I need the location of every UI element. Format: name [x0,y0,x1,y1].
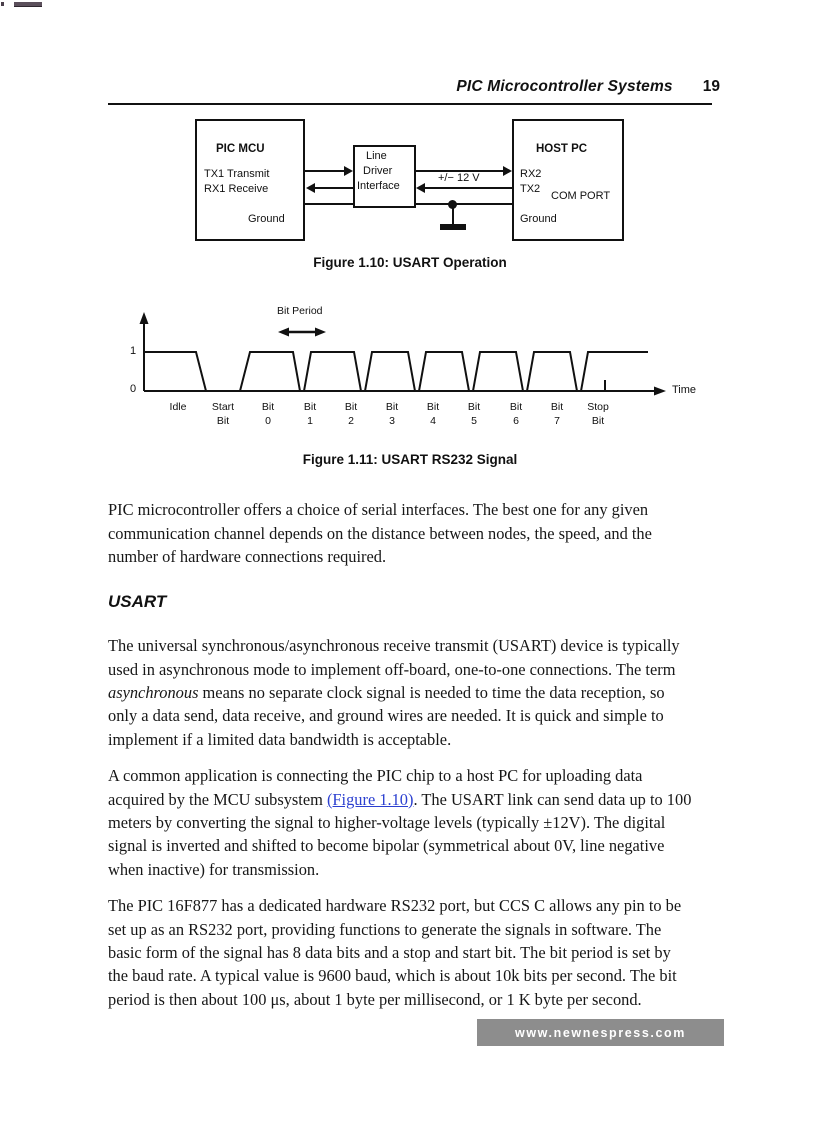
wire-driver-to-pic-rx [315,187,353,189]
pic-mcu-rx1-label: RX1 Receive [204,183,269,195]
bit-label-stop [572,400,624,428]
footer-url[interactable]: www.newnespress.com [515,1025,686,1040]
bit-label-4-bottom: 4 [430,415,436,427]
wire-driver-host-ground [416,203,512,205]
ground-symbol-icon [440,224,466,230]
scan-artifact-dot [1,2,4,6]
host-pc-comport-label: COM PORT [551,190,611,202]
arrow-right-host-in [503,166,512,176]
common-app-text-b: . The USART link can send data up to 100 meters by converting the signal to higher-voltage levels (typically ±12V). The digital signal is inverted and shifted to become bipolar (symmetrical about 0V, line negative when inactive) for transmission. [108,789,692,879]
wire-pic-driver-ground [305,203,353,205]
figure-1-10-caption: Figure 1.10: USART Operation [313,255,507,270]
host-pc-title: HOST PC [536,143,588,155]
bit-label-0-bottom: 0 [265,415,271,427]
bit-label-3-top: Bit [385,401,399,413]
bit-label-3-bottom: 3 [389,415,395,427]
bit-label-idle-top: Idle [169,401,187,413]
x-axis-time-label: Time [672,384,697,396]
waveform-bit-labels [108,400,712,434]
bit-label-1-bottom: 1 [307,415,313,427]
running-head [108,78,720,100]
usart-def-text-b: means no separate clock signal is needed to time the data reception, so only a data send, data receive, and ground wires are needed. It is quick and simple to implement if a limited data bandwidth is acceptable. [108,682,665,749]
bit-label-7-top: Bit [550,401,564,413]
paragraph-pic-16f877-rs232: The PIC 16F877 has a dedicated hardware RS232 port, but CCS C allows any pin to be set up as an RS232 port, providing functions to generate the signals in software. The basic form of the signal has 8 data bits and a stop and start bit. The bit period is set by the baud rate. A typical value is 9600 baud, which is about 10k bits per second. The bit period is then about 100 μs, about 1 byte per millisecond, or 1 K byte per second. [108,896,682,1009]
bit-label-0-top: Bit [261,401,275,413]
paragraph-usart-definition [108,634,693,750]
bit-label-2-bottom: 2 [348,415,354,427]
bit-label-stop-top: Stop [587,401,609,413]
line-driver-line2-label: Driver [363,165,393,177]
wire-host-to-driver-rx [425,187,512,189]
figure-1-10-cross-reference-link[interactable]: (Figure 1.10) [326,789,414,809]
bit-label-5-bottom: 5 [471,415,477,427]
arrow-left-driver-in [416,183,425,193]
figure-1-11-caption: Figure 1.11: USART RS232 Signal [302,452,518,467]
bit-label-1-top: Bit [303,401,317,413]
page-number: 19 [702,78,720,95]
arrow-left-pic-in [306,183,315,193]
bit-label-5-top: Bit [467,401,481,413]
figure-1-10-diagram [108,115,712,245]
bit-label-start-bottom: Bit [216,415,230,427]
ground-stem [452,207,454,224]
paragraph-common-application [108,764,693,880]
host-pc-ground-label: Ground [520,213,557,225]
pic-mcu-ground-label: Ground [248,213,285,225]
bit-period-label: Bit Period [277,305,323,317]
scan-artifact-bar [14,2,42,7]
line-driver-line3-label: Interface [357,180,400,192]
common-app-text-a: A common application is connecting the PIC chip to a host PC for uploading data acquired by the MCU subsystem [108,766,643,809]
host-pc-tx2-label: TX2 [520,183,541,195]
bit-label-7-bottom: 7 [554,415,560,427]
line-driver-line1-label: Line [366,150,387,162]
y-axis-high-label: 1 [130,345,137,357]
figure-1-11-waveform [108,300,712,435]
bit-label-6-top: Bit [509,401,523,413]
usart-def-text-a: The universal synchronous/asynchronous receive transmit (USART) device is typically used in asynchronous mode to implement off-board, one-to-one connections. The term [108,636,680,679]
y-axis-low-label: 0 [130,383,137,395]
wire-pic-to-driver-tx [305,170,346,172]
bit-label-start-top: Start [211,401,235,413]
bit-label-4-top: Bit [426,401,440,413]
header-rule [108,103,712,105]
bit-label-6-bottom: 6 [513,415,519,427]
section-heading-usart: USART [108,592,167,612]
rs232-waveform-svg [108,300,712,400]
paragraph-serial-interfaces: PIC microcontroller offers a choice of serial interfaces. The best one for any given communication channel depends on the distance between nodes, the speed, and the number of hardware connections required. [108,500,652,566]
usart-def-emphasis: asynchronous [108,682,199,702]
pic-mcu-tx1-label: TX1 Transmit [204,168,270,180]
running-head-title: PIC Microcontroller Systems [456,78,673,95]
bit-label-stop-bottom: Bit [591,415,605,427]
pic-mcu-title: PIC MCU [216,143,265,155]
host-pc-rx2-label: RX2 [520,168,542,180]
voltage-level-label: +/− 12 V [438,172,480,184]
arrow-right-driver-in [344,166,353,176]
bit-label-2-top: Bit [344,401,358,413]
